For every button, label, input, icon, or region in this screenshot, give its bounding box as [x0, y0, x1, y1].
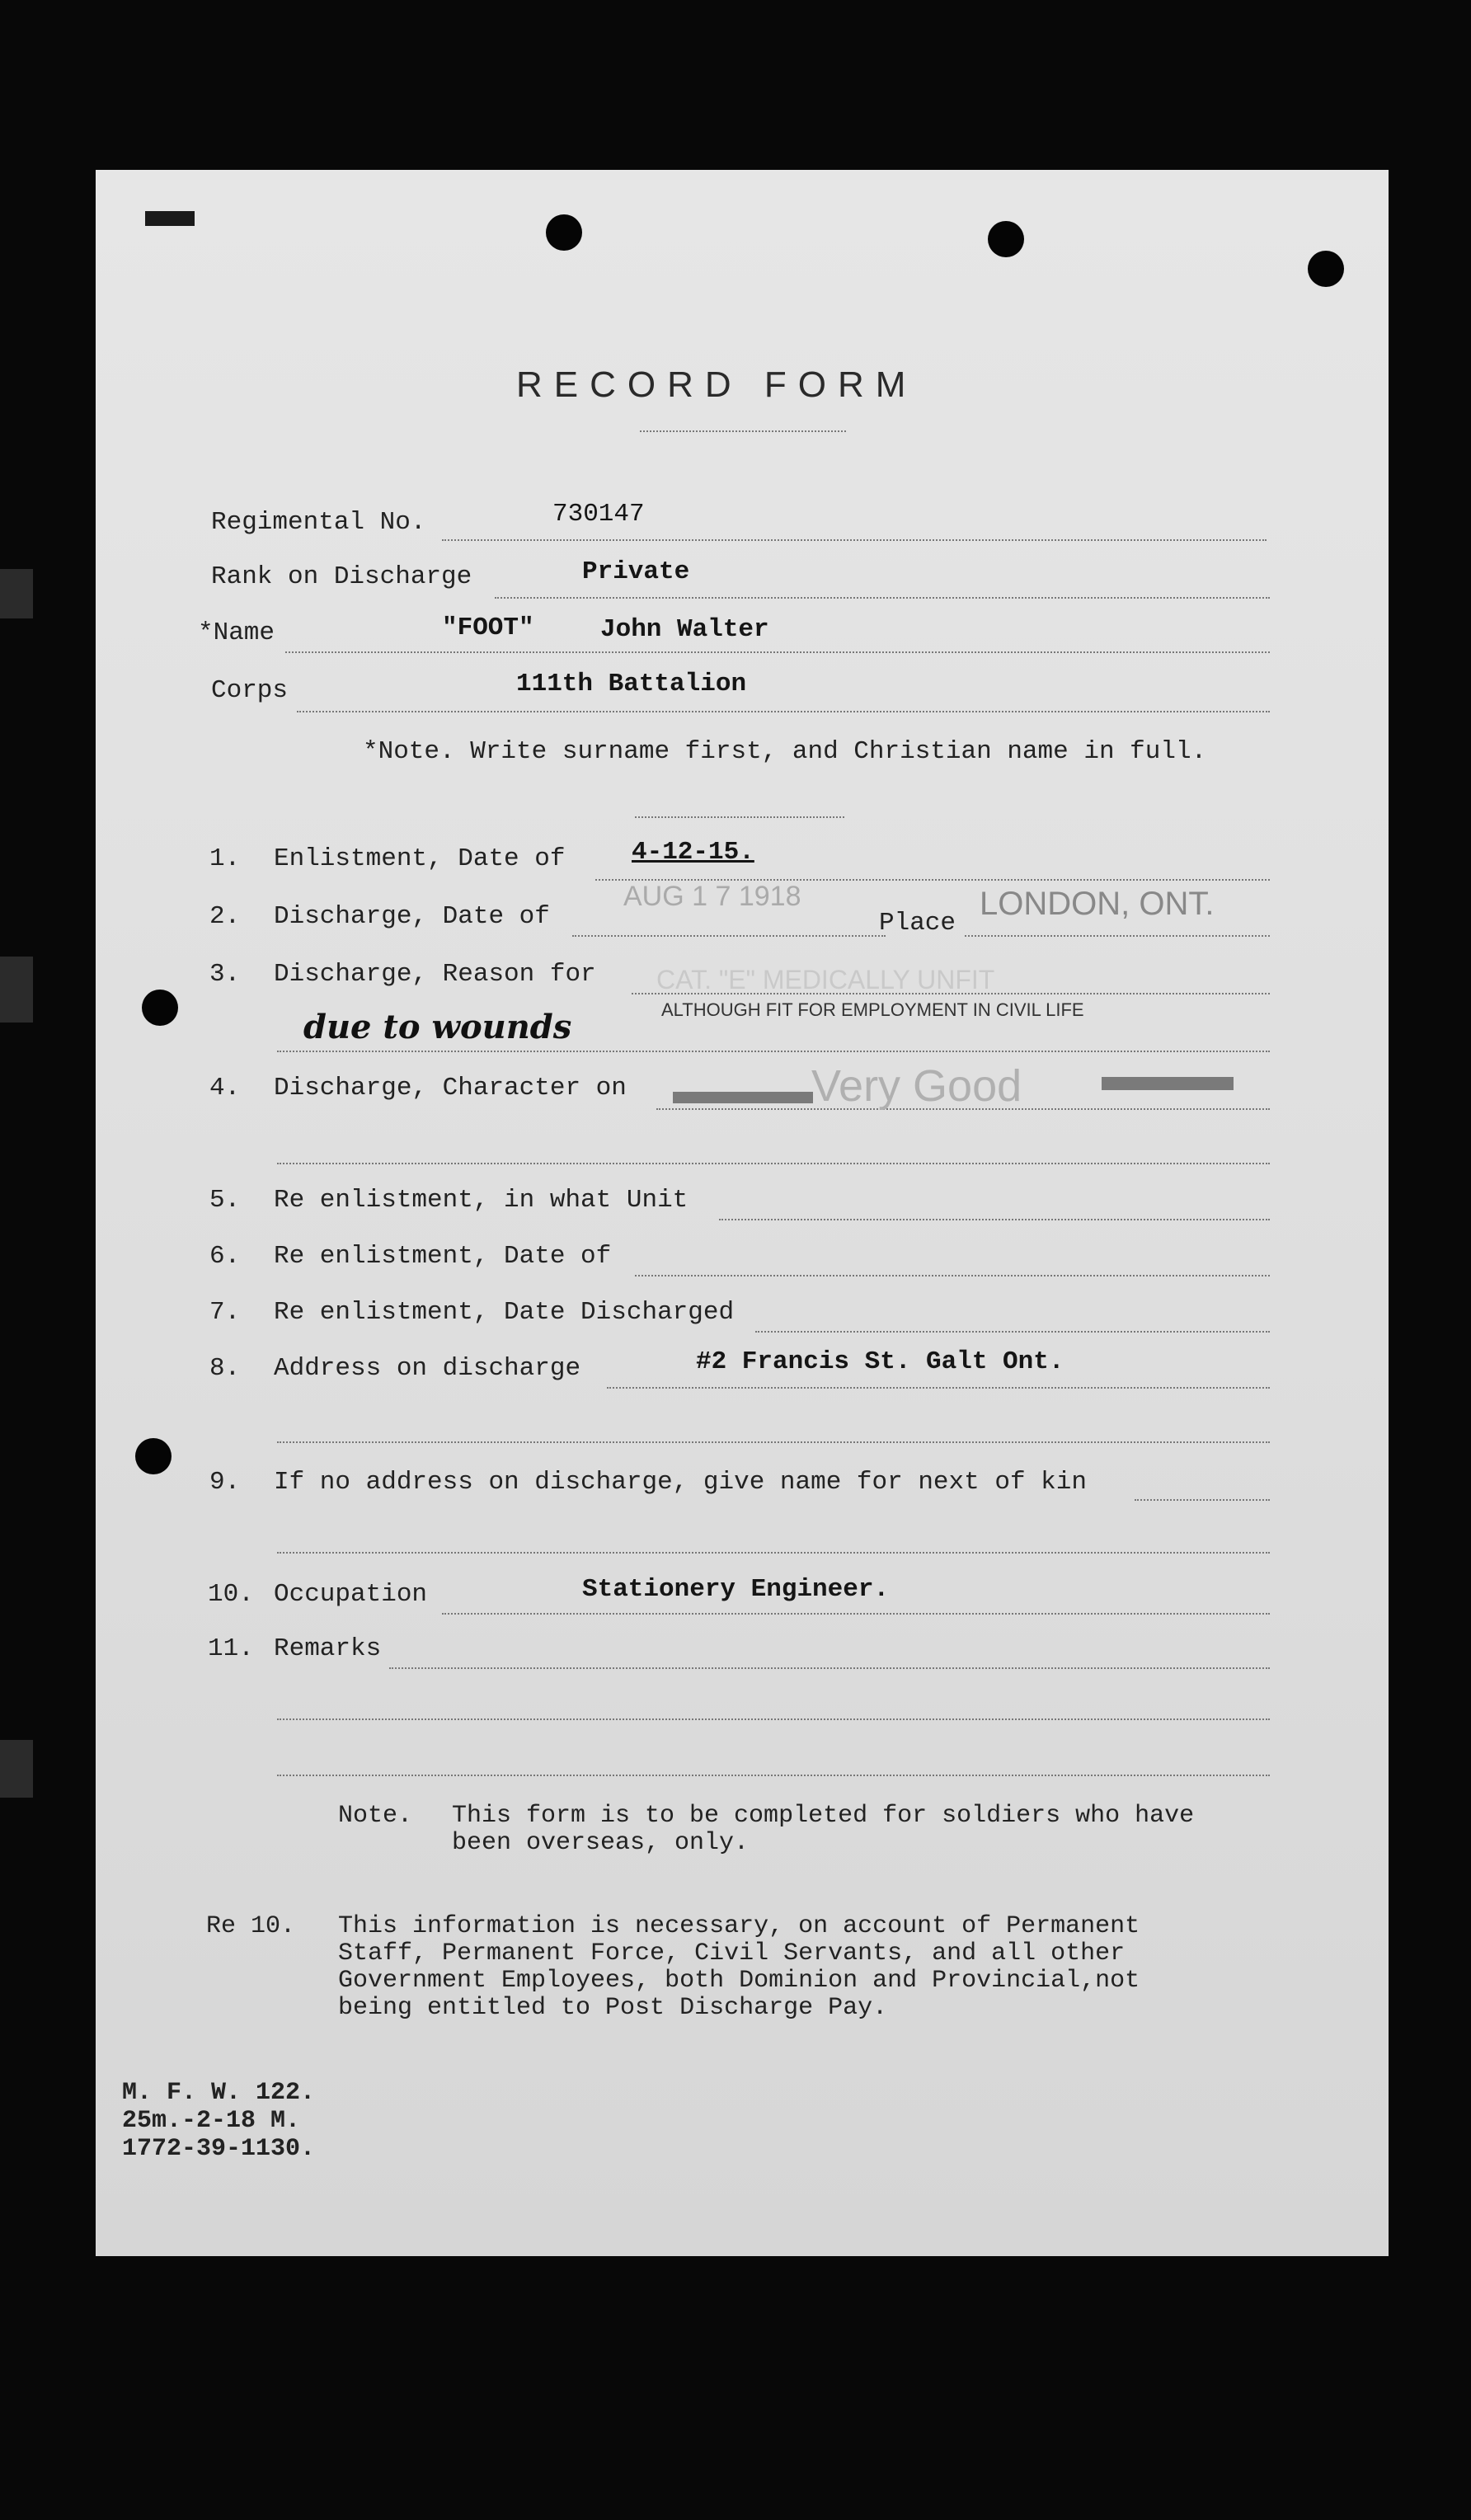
item-9-label: If no address on discharge, give name for next of kin — [274, 1468, 1087, 1497]
punch-hole — [135, 1438, 172, 1474]
discharge-place-stamp: LONDON, ONT. — [980, 886, 1215, 922]
item-11-line-2 — [277, 1718, 1270, 1720]
rank-value: Private — [582, 557, 690, 586]
punch-hole — [142, 990, 178, 1026]
character-stamp: Very Good — [811, 1061, 1022, 1111]
item-10-line — [442, 1613, 1270, 1615]
item-4-line-2 — [277, 1163, 1270, 1164]
item-8-label: Address on discharge — [274, 1354, 581, 1383]
item-10-label: Occupation — [274, 1580, 428, 1609]
item-11-label: Remarks — [274, 1634, 382, 1663]
rank-line — [495, 597, 1270, 599]
record-form-page — [96, 170, 1389, 2256]
corps-value: 111th Battalion — [516, 670, 747, 698]
item-10-value: Stationery Engineer. — [582, 1575, 890, 1604]
punch-hole — [988, 221, 1024, 257]
name-note: *Note. Write surname first, and Christian name in full. — [363, 737, 1207, 766]
item-2-date-line — [572, 935, 886, 937]
item-11-number: 11. — [208, 1634, 254, 1663]
re10-text: This information is necessary, on account of Permanent Staff, Permanent Force, Civil Servants, and all other Government Employees, both Dominion and Provincial,not being entitled to Post Discharge Pay. — [338, 1912, 1140, 2022]
item-2-number: 2. — [209, 902, 241, 931]
regimental-no-value: 730147 — [552, 500, 645, 529]
item-8-number: 8. — [209, 1354, 241, 1383]
form-code-line-2: 25m.-2-18 M. — [122, 2107, 301, 2135]
item-3-number: 3. — [209, 960, 241, 989]
corner-mark — [145, 211, 195, 226]
section-divider — [635, 816, 844, 818]
medical-category-stamp: CAT. "E" MEDICALLY UNFIT — [656, 965, 995, 994]
item-3-line-2 — [277, 1051, 1270, 1052]
item-9-line-2 — [277, 1552, 1270, 1554]
stamp-smudge — [673, 1092, 813, 1103]
item-4-label: Discharge, Character on — [274, 1074, 627, 1102]
civil-employment-stamp: ALTHOUGH FIT FOR EMPLOYMENT IN CIVIL LIFE — [661, 999, 1084, 1020]
item-5-number: 5. — [209, 1186, 241, 1215]
discharge-date-stamp: AUG 1 7 1918 — [623, 881, 801, 912]
regimental-no-line — [442, 539, 1267, 541]
item-2-place-label: Place — [879, 909, 956, 938]
bottom-note-label: Note. — [338, 1802, 413, 1830]
item-9-line — [1135, 1499, 1270, 1501]
item-9-number: 9. — [209, 1468, 241, 1497]
item-3-label: Discharge, Reason for — [274, 960, 596, 989]
item-7-label: Re enlistment, Date Discharged — [274, 1298, 735, 1327]
form-title: RECORD FORM — [516, 364, 918, 405]
item-1-value: 4-12-15. — [632, 838, 754, 867]
item-1-number: 1. — [209, 844, 241, 873]
name-line — [285, 651, 1270, 653]
item-8-value: #2 Francis St. Galt Ont. — [696, 1347, 1064, 1376]
rank-label: Rank on Discharge — [211, 562, 472, 591]
item-6-label: Re enlistment, Date of — [274, 1242, 612, 1271]
bottom-note-text: This form is to be completed for soldiers who have been overseas, only. — [452, 1802, 1195, 1857]
re10-label: Re 10. — [206, 1912, 296, 1940]
item-7-number: 7. — [209, 1298, 241, 1327]
punch-hole — [1308, 251, 1344, 287]
stamp-smudge — [1102, 1077, 1234, 1090]
item-1-label: Enlistment, Date of — [274, 844, 566, 873]
form-code-line-1: M. F. W. 122. — [122, 2079, 316, 2107]
item-8-line-2 — [277, 1441, 1270, 1443]
handwritten-reason: due to wounds — [303, 1008, 572, 1046]
item-4-number: 4. — [209, 1074, 241, 1102]
title-underline — [640, 430, 846, 432]
item-11-line — [389, 1667, 1270, 1669]
item-6-line — [635, 1275, 1270, 1276]
name-surname: "FOOT" — [442, 614, 534, 642]
corps-label: Corps — [211, 676, 289, 705]
name-label: *Name — [198, 618, 275, 647]
film-edge-mark — [0, 957, 33, 1023]
item-2-place-line — [965, 935, 1270, 937]
film-edge-mark — [0, 569, 33, 618]
item-11-line-3 — [277, 1775, 1270, 1776]
item-10-number: 10. — [208, 1580, 254, 1609]
corps-line — [297, 711, 1270, 712]
regimental-no-label: Regimental No. — [211, 508, 426, 537]
film-edge-mark — [0, 1740, 33, 1798]
item-6-number: 6. — [209, 1242, 241, 1271]
punch-hole — [546, 214, 582, 251]
item-5-label: Re enlistment, in what Unit — [274, 1186, 689, 1215]
item-5-line — [719, 1219, 1270, 1220]
item-8-line — [607, 1387, 1270, 1389]
item-7-line — [755, 1331, 1270, 1333]
form-code-line-3: 1772-39-1130. — [122, 2135, 316, 2163]
name-given: John Walter — [600, 615, 769, 644]
item-2-label: Discharge, Date of — [274, 902, 550, 931]
